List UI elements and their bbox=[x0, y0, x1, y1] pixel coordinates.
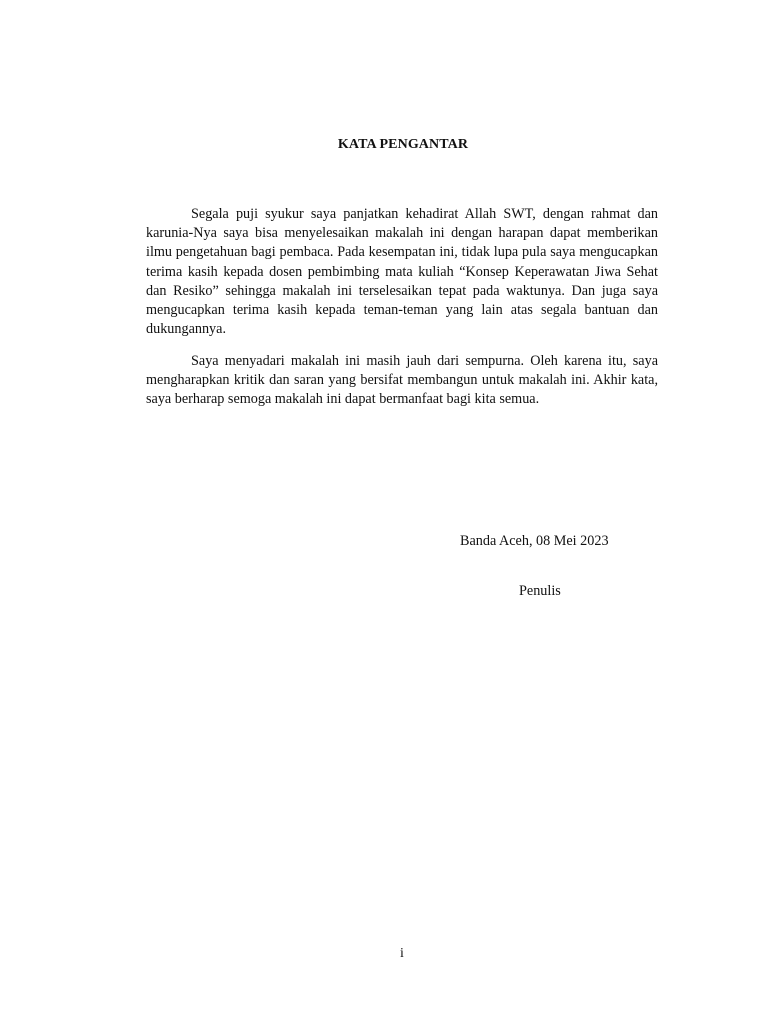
paragraph-1-text: Segala puji syukur saya panjatkan kehadirat Allah SWT, dengan rahmat dan karunia-Nya saya bisa menyelesaikan makalah ini dengan harapan dapat memberikan ilmu pengetahuan bagi pembaca. Pada kesempatan ini, tidak lupa pula saya mengucapkan terima kasih kepada dosen pembimbing mata kuliah “Konsep Keperawatan Jiwa Sehat dan Resiko” sehingga makalah ini terselesaikan tepat pada waktunya. Dan juga saya mengucapkan terima kasih kepada teman-teman yang lain atas segala bantuan dan dukungannya. bbox=[146, 206, 658, 338]
place-date: Banda Aceh, 08 Mei 2023 bbox=[460, 533, 609, 549]
page-title: KATA PENGANTAR bbox=[337, 137, 469, 152]
page-number: i bbox=[400, 946, 404, 961]
paragraph-2-text: Saya menyadari makalah ini masih jauh dari sempurna. Oleh karena itu, saya mengharapkan kritik dan saran yang bersifat membangun untuk makalah ini. Akhir kata, saya berharap semoga makalah ini dapat bermanfaat bagi kita semua. bbox=[146, 353, 658, 408]
paragraph-2 bbox=[146, 352, 658, 410]
paragraph-1 bbox=[146, 205, 658, 339]
author-signature: Penulis bbox=[519, 583, 561, 599]
